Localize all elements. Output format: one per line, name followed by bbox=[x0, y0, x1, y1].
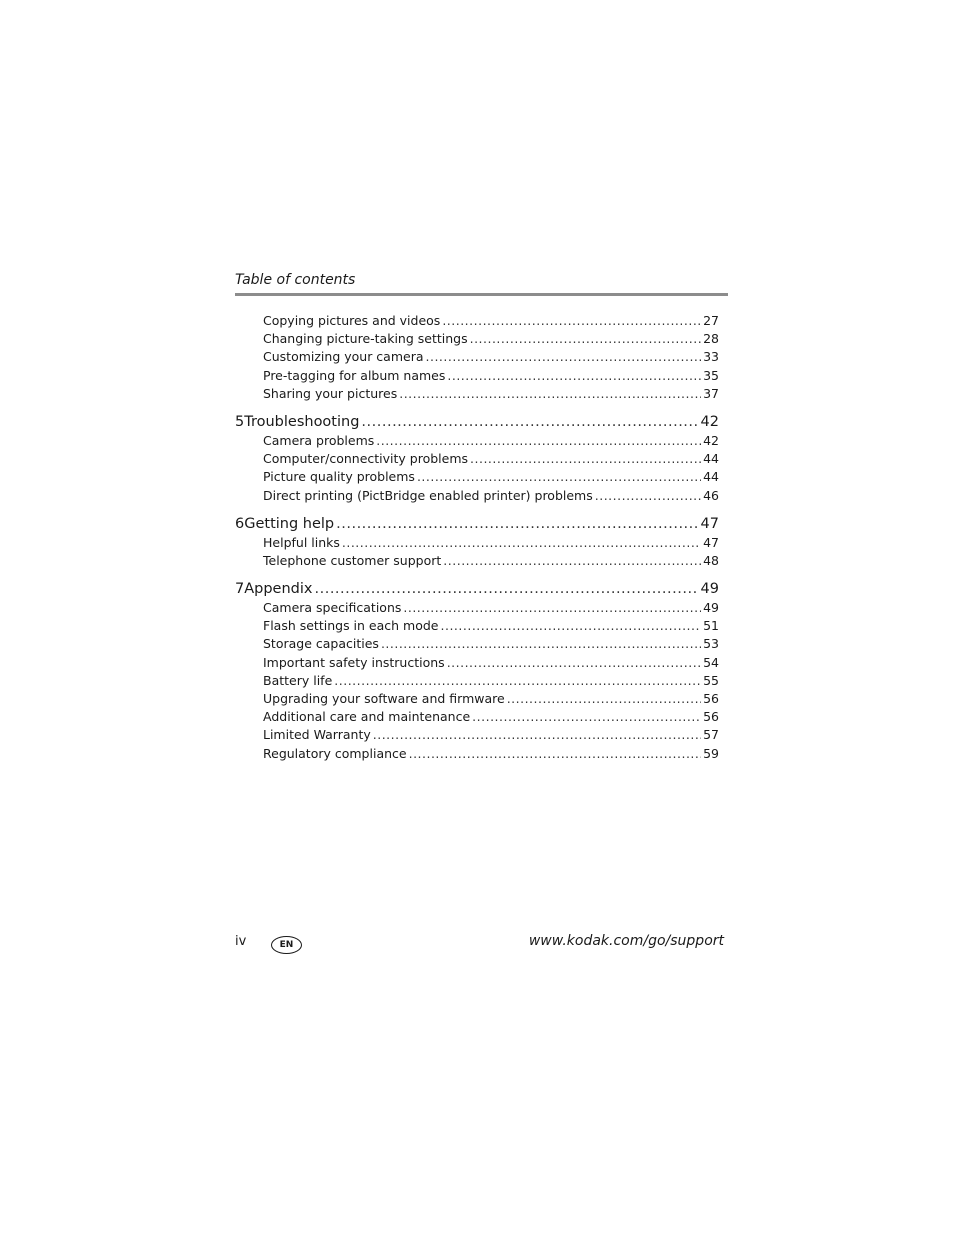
toc-dot-leader bbox=[470, 330, 702, 348]
toc-page-number: 27 bbox=[703, 313, 719, 328]
toc-page-number: 37 bbox=[703, 385, 719, 401]
toc-label: Picture quality problems bbox=[263, 469, 415, 485]
header-divider bbox=[235, 293, 728, 296]
toc-dot-leader bbox=[447, 654, 701, 672]
toc-dot-leader bbox=[334, 672, 701, 690]
page-header-title: Table of contents bbox=[235, 272, 356, 288]
toc-dot-leader bbox=[315, 579, 699, 599]
toc-page-number: 46 bbox=[703, 487, 719, 503]
toc-entry-row[interactable] bbox=[235, 385, 719, 403]
toc-dot-leader bbox=[441, 617, 702, 635]
toc-page-number: 51 bbox=[703, 618, 719, 634]
toc-entry-row[interactable] bbox=[235, 487, 719, 505]
toc-chapter-number: 7 bbox=[235, 581, 245, 598]
toc-page-number: 56 bbox=[703, 709, 719, 725]
toc-entry-row[interactable] bbox=[235, 330, 719, 348]
toc-dot-leader bbox=[507, 690, 701, 708]
table-of-contents bbox=[235, 312, 719, 763]
toc-dot-leader bbox=[399, 385, 701, 403]
toc-entry-row[interactable] bbox=[235, 312, 719, 330]
toc-page-number: 42 bbox=[703, 432, 719, 448]
toc-label: Battery life bbox=[263, 672, 333, 688]
toc-page-number: 57 bbox=[703, 727, 719, 743]
toc-page-number: 28 bbox=[703, 331, 719, 347]
toc-dot-leader bbox=[376, 432, 701, 450]
page-number: iv bbox=[235, 934, 247, 949]
toc-page-number: 55 bbox=[703, 672, 719, 688]
toc-entry-row[interactable] bbox=[235, 450, 719, 468]
toc-label: Telephone customer support bbox=[263, 552, 442, 568]
toc-dot-leader bbox=[472, 708, 701, 726]
toc-label: Camera specifications bbox=[263, 600, 402, 616]
toc-entry-row[interactable] bbox=[235, 635, 719, 653]
toc-label: Copying pictures and videos bbox=[263, 313, 441, 328]
toc-label: Pre-tagging for album names bbox=[263, 367, 446, 383]
toc-page-number: 47 bbox=[700, 515, 719, 532]
toc-entry-row[interactable] bbox=[235, 599, 719, 617]
toc-page-number: 56 bbox=[703, 691, 719, 706]
toc-label: Customizing your camera bbox=[263, 349, 424, 365]
support-url-link[interactable]: www.kodak.com/go/support bbox=[528, 933, 724, 949]
toc-chapter-number: 6 bbox=[235, 515, 245, 532]
toc-label: Additional care and maintenance bbox=[263, 709, 471, 725]
toc-label: Upgrading your software and firmware bbox=[263, 691, 505, 706]
toc-dot-leader bbox=[442, 312, 701, 330]
toc-page-number: 44 bbox=[703, 451, 719, 467]
toc-page-number: 44 bbox=[703, 469, 719, 485]
toc-label: Helpful links bbox=[263, 534, 340, 550]
toc-entry-row[interactable] bbox=[235, 617, 719, 635]
toc-dot-leader bbox=[595, 487, 701, 505]
toc-entry-row[interactable] bbox=[235, 432, 719, 450]
toc-entry-row[interactable] bbox=[235, 708, 719, 726]
toc-page-number: 54 bbox=[703, 654, 719, 670]
toc-label: Limited Warranty bbox=[263, 727, 371, 743]
toc-page-number: 49 bbox=[700, 581, 719, 598]
toc-label: Direct printing (PictBridge enabled printer) problems bbox=[263, 487, 593, 503]
toc-page-number: 47 bbox=[703, 534, 719, 550]
toc-entry-row[interactable] bbox=[235, 654, 719, 672]
toc-label: Flash settings in each mode bbox=[263, 618, 439, 634]
toc-label: Computer/connectivity problems bbox=[263, 451, 469, 467]
toc-label: Camera problems bbox=[263, 432, 375, 448]
toc-dot-leader bbox=[417, 468, 701, 486]
toc-entry-row[interactable] bbox=[235, 348, 719, 366]
toc-entry-row[interactable] bbox=[235, 672, 719, 690]
toc-page-number: 49 bbox=[703, 600, 719, 616]
toc-entry-row[interactable] bbox=[235, 552, 719, 570]
toc-dot-leader bbox=[342, 534, 701, 552]
toc-dot-leader bbox=[373, 726, 701, 744]
toc-entry-row[interactable] bbox=[235, 690, 719, 708]
toc-label: Storage capacities bbox=[263, 636, 379, 652]
toc-page-number: 35 bbox=[703, 367, 719, 383]
toc-dot-leader bbox=[403, 599, 701, 617]
toc-page-number: 33 bbox=[703, 349, 719, 365]
toc-page-number: 42 bbox=[700, 413, 719, 430]
toc-chapter-row[interactable] bbox=[235, 514, 719, 534]
toc-label: Getting help bbox=[244, 515, 335, 532]
toc-chapter-row[interactable] bbox=[235, 579, 719, 599]
toc-page-number: 53 bbox=[703, 636, 719, 652]
toc-page-number: 48 bbox=[703, 552, 719, 568]
toc-dot-leader bbox=[447, 367, 701, 385]
toc-entry-row[interactable] bbox=[235, 726, 719, 744]
toc-entry-row[interactable] bbox=[235, 468, 719, 486]
toc-page-number: 59 bbox=[703, 745, 719, 761]
toc-label: Appendix bbox=[244, 581, 313, 598]
toc-dot-leader bbox=[470, 450, 701, 468]
toc-entry-row[interactable] bbox=[235, 534, 719, 552]
toc-chapter-number: 5 bbox=[235, 413, 245, 430]
toc-label: Important safety instructions bbox=[263, 654, 445, 670]
toc-dot-leader bbox=[361, 412, 698, 432]
toc-dot-leader bbox=[381, 635, 701, 653]
toc-label: Troubleshooting bbox=[244, 413, 360, 430]
toc-dot-leader bbox=[443, 552, 701, 570]
toc-entry-row[interactable] bbox=[235, 745, 719, 763]
toc-dot-leader bbox=[336, 514, 698, 534]
toc-label: Changing picture-taking settings bbox=[263, 331, 468, 347]
language-badge: EN bbox=[271, 936, 302, 954]
toc-label: Sharing your pictures bbox=[263, 385, 398, 401]
toc-entry-row[interactable] bbox=[235, 367, 719, 385]
toc-chapter-row[interactable] bbox=[235, 412, 719, 432]
toc-label: Regulatory compliance bbox=[263, 745, 407, 761]
toc-dot-leader bbox=[426, 348, 702, 366]
toc-dot-leader bbox=[409, 745, 702, 763]
